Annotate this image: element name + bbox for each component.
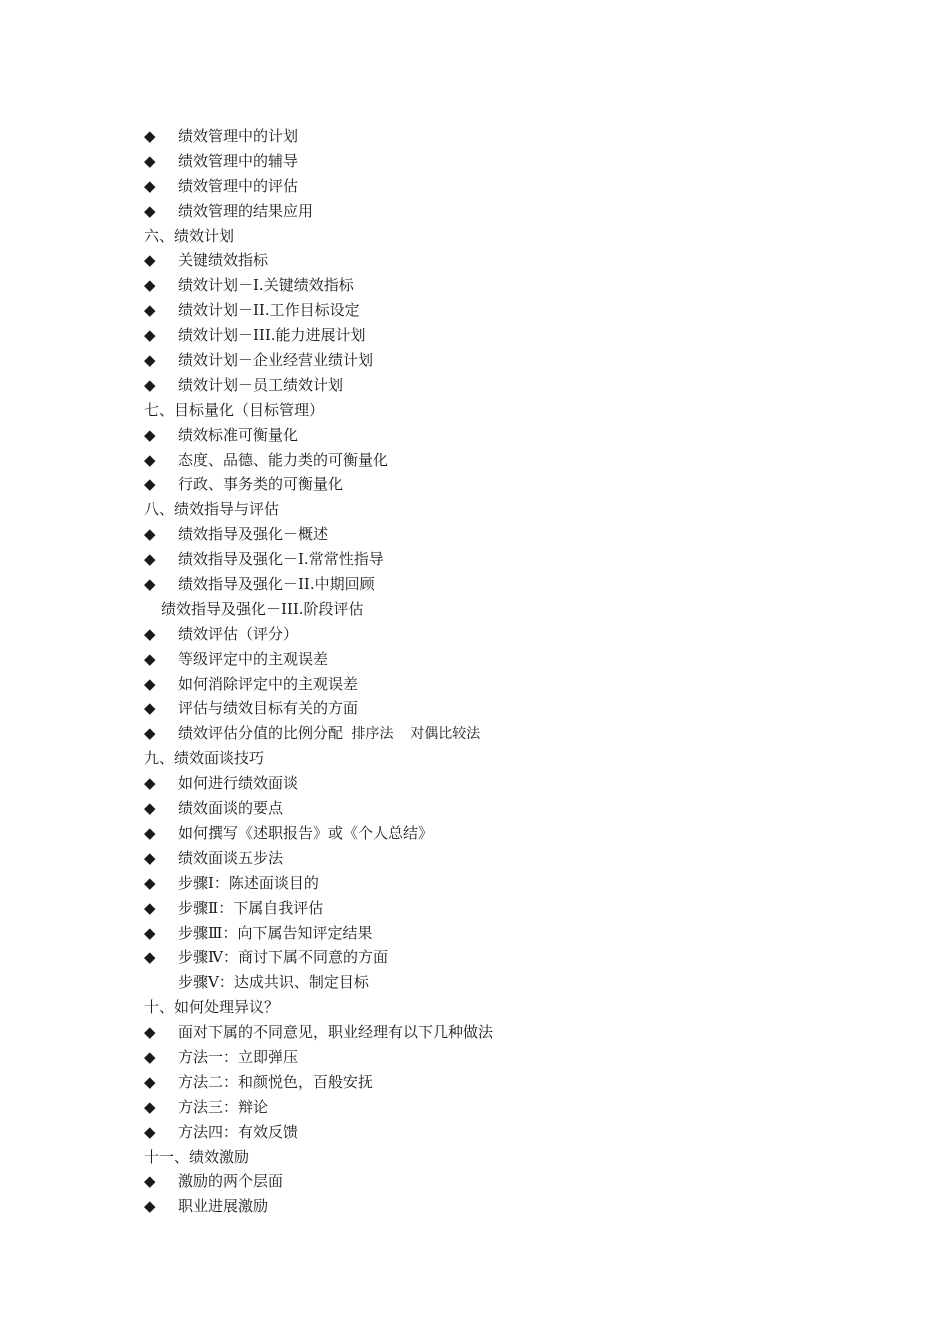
list-item [144,721,844,746]
list-item [144,647,844,672]
list-item [144,1169,844,1194]
diamond-bullet-icon: ◆ [144,1072,156,1091]
list-item [144,423,844,448]
diamond-bullet-icon: ◆ [144,1197,156,1216]
line-text: 绩效面谈五步法 [178,848,284,867]
line-text: 绩效计划－I.关键绩效指标 [178,276,354,295]
list-item [144,298,844,323]
list-item [144,323,844,348]
outline-list [144,124,844,1219]
diamond-bullet-icon: ◆ [144,176,156,195]
list-item [144,1120,844,1145]
diamond-bullet-icon: ◆ [144,624,156,643]
diamond-bullet-icon: ◆ [144,674,156,693]
line-text: 绩效指导及强化－I.常常性指导 [178,550,384,569]
line-text: 十一、绩效激励 [144,1147,250,1166]
line-text: 绩效计划－企业经营业绩计划 [178,351,374,370]
list-item [144,149,844,174]
line-text: 绩效计划－II.工作目标设定 [178,301,360,320]
section-heading [144,398,844,423]
line-text: 绩效管理中的计划 [178,127,299,145]
diamond-bullet-icon: ◆ [144,550,156,569]
line-text: 绩效计划－员工绩效计划 [178,375,344,394]
list-item [144,124,844,149]
line-text: 绩效指导及强化－概述 [178,525,329,544]
list-item [144,871,844,896]
line-text: 方法四：有效反馈 [178,1122,299,1141]
list-item [144,448,844,473]
list-item [144,796,844,821]
list-item [144,970,844,995]
diamond-bullet-icon: ◆ [144,774,156,793]
diamond-bullet-icon: ◆ [144,724,156,743]
diamond-bullet-icon: ◆ [144,127,156,145]
line-text: 步骤Ⅲ：向下属告知评定结果 [178,923,373,942]
diamond-bullet-icon: ◆ [144,699,156,718]
line-extra-text: 排序法 对偶比较法 [343,726,481,743]
list-item [144,199,844,224]
line-text: 绩效评估分值的比例分配 [178,724,344,743]
diamond-bullet-icon: ◆ [144,1122,156,1141]
line-text: 方法二：和颜悦色，百般安抚 [178,1072,374,1091]
line-text: 绩效管理的结果应用 [178,201,314,220]
list-item [144,1045,844,1070]
list-item [144,547,844,572]
line-text: 绩效指导及强化－II.中期回顾 [178,575,375,594]
section-heading [144,995,844,1020]
diamond-bullet-icon: ◆ [144,848,156,867]
list-item [144,1070,844,1095]
line-text: 方法三：辩论 [178,1097,269,1116]
diamond-bullet-icon: ◆ [144,525,156,544]
list-item [144,696,844,721]
diamond-bullet-icon: ◆ [144,201,156,220]
line-text: 职业进展激励 [178,1197,269,1216]
line-text: 绩效面谈的要点 [178,799,284,818]
list-item [144,174,844,199]
line-text: 步骤Ⅰ：陈述面谈目的 [178,873,319,892]
list-item [144,945,844,970]
list-item [144,273,844,298]
line-text: 如何撰写《述职报告》或《个人总结》 [178,823,434,842]
list-item [144,1194,844,1219]
line-text: 绩效计划－III.能力进展计划 [178,326,366,345]
diamond-bullet-icon: ◆ [144,1047,156,1066]
line-text: 步骤Ⅱ：下属自我评估 [178,898,324,917]
list-item [144,846,844,871]
line-text: 七、目标量化（目标管理） [144,400,325,419]
line-text: 绩效标准可衡量化 [178,425,299,444]
list-item [144,771,844,796]
diamond-bullet-icon: ◆ [144,425,156,444]
line-text: 步骤Ⅳ：商讨下属不同意的方面 [178,948,388,967]
diamond-bullet-icon: ◆ [144,475,156,494]
line-text: 方法一：立即弹压 [178,1047,299,1066]
diamond-bullet-icon: ◆ [144,1172,156,1191]
line-text: 八、绩效指导与评估 [144,500,280,519]
list-item [144,672,844,697]
list-item [144,622,844,647]
line-text: 关键绩效指标 [178,251,269,270]
line-text: 步骤Ⅴ：达成共识、制定目标 [178,973,369,992]
section-heading [144,497,844,522]
diamond-bullet-icon: ◆ [144,301,156,320]
diamond-bullet-icon: ◆ [144,1097,156,1116]
diamond-bullet-icon: ◆ [144,251,156,270]
list-item [144,896,844,921]
list-item [144,373,844,398]
line-text: 如何进行绩效面谈 [178,774,299,793]
diamond-bullet-icon: ◆ [144,575,156,594]
line-text: 态度、品德、能力类的可衡量化 [178,450,389,469]
line-text: 激励的两个层面 [178,1172,284,1191]
list-item [144,348,844,373]
line-text: 十、如何处理异议？ [144,998,280,1017]
list-item [144,472,844,497]
list-item [144,1020,844,1045]
line-text: 九、绩效面谈技巧 [144,749,265,768]
line-text: 绩效管理中的评估 [178,176,299,195]
diamond-bullet-icon: ◆ [144,923,156,942]
diamond-bullet-icon: ◆ [144,1023,156,1042]
line-text: 六、绩效计划 [144,226,235,245]
diamond-bullet-icon: ◆ [144,948,156,967]
diamond-bullet-icon: ◆ [144,799,156,818]
diamond-bullet-icon: ◆ [144,873,156,892]
line-text: 绩效评估（评分） [178,624,299,643]
line-text: 面对下属的不同意见，职业经理有以下几种做法 [178,1023,494,1042]
list-item [144,597,844,622]
line-text: 行政、事务类的可衡量化 [178,475,344,494]
line-text: 等级评定中的主观误差 [178,649,329,668]
list-item [144,248,844,273]
line-text: 绩效指导及强化－III.阶段评估 [161,599,364,618]
section-heading [144,746,844,771]
diamond-bullet-icon: ◆ [144,898,156,917]
diamond-bullet-icon: ◆ [144,276,156,295]
section-heading [144,1145,844,1170]
diamond-bullet-icon: ◆ [144,151,156,170]
diamond-bullet-icon: ◆ [144,326,156,345]
list-item [144,1095,844,1120]
line-text: 绩效管理中的辅导 [178,151,299,170]
list-item [144,572,844,597]
diamond-bullet-icon: ◆ [144,823,156,842]
line-text: 评估与绩效目标有关的方面 [178,699,359,718]
diamond-bullet-icon: ◆ [144,351,156,370]
diamond-bullet-icon: ◆ [144,375,156,394]
diamond-bullet-icon: ◆ [144,450,156,469]
list-item [144,921,844,946]
diamond-bullet-icon: ◆ [144,649,156,668]
list-item [144,821,844,846]
section-heading [144,224,844,249]
list-item [144,522,844,547]
line-text: 如何消除评定中的主观误差 [178,674,359,693]
